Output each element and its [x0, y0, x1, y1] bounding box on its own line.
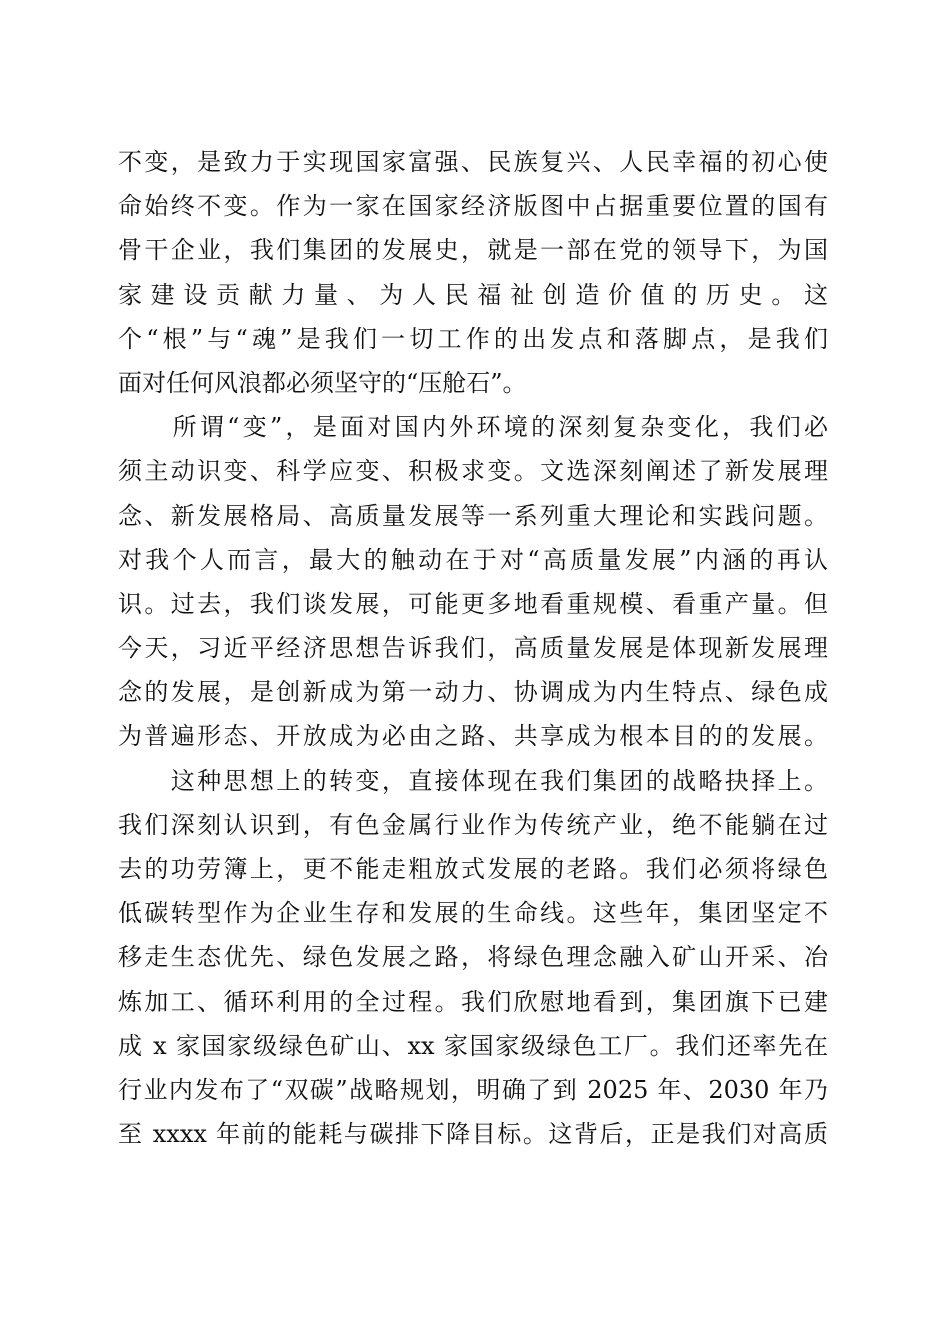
text-line: 对我个人而言，最大的触动在于对“高质量发展”内涵的再认	[118, 545, 828, 574]
text-line: 个“根”与“魂”是我们一切工作的出发点和落脚点，是我们	[118, 324, 828, 353]
text-line: 去的功劳簿上，更不能走粗放式发展的老路。我们必须将绿色	[118, 855, 828, 883]
text-line: 识。过去，我们谈发展，可能更多地看重规模、看重产量。但	[118, 589, 828, 618]
text-line: 面对任何风浪都必须坚守的“压舱石”。	[118, 368, 527, 397]
text-line: 命始终不变。作为一家在国家经济版图中占据重要位置的国有	[118, 192, 828, 221]
text-line: 成 x 家国家级绿色矿山、xx 家国家级绿色工厂。我们还率先在	[118, 1031, 828, 1060]
text-line: 今天，习近平经济思想告诉我们，高质量发展是体现新发展理	[118, 634, 828, 663]
text-line: 至 xxxx 年前的能耗与碳排下降目标。这背后，正是我们对高质	[118, 1120, 828, 1149]
text-line: 家建设贡献力量、为人民福祉创造价值的历史。这	[118, 280, 828, 309]
body-text	[118, 140, 828, 1156]
text-line: 所谓“变”，是面对国内外环境的深刻复杂变化，我们必	[118, 413, 828, 442]
text-line: 为普遍形态、开放成为必由之路、共享成为根本目的的发展。	[118, 722, 828, 751]
text-line: 这种思想上的转变，直接体现在我们集团的战略抉择上。	[118, 766, 828, 795]
text-line: 须主动识变、科学应变、积极求变。文选深刻阐述了新发展理	[118, 457, 828, 486]
text-line: 念、新发展格局、高质量发展等一系列重大理论和实践问题。	[118, 501, 828, 530]
text-line: 我们深刻认识到，有色金属行业作为传统产业，绝不能躺在过	[118, 810, 828, 839]
text-line: 骨干企业，我们集团的发展史，就是一部在党的领导下，为国	[118, 236, 828, 265]
text-line: 炼加工、循环利用的全过程。我们欣慰地看到，集团旗下已建	[118, 987, 828, 1016]
text-line: 念的发展，是创新成为第一动力、协调成为内生特点、绿色成	[118, 678, 828, 707]
text-line: 不变，是致力于实现国家富强、民族复兴、人民幸福的初心使	[118, 148, 828, 176]
text-line: 低碳转型作为企业生存和发展的生命线。这些年，集团坚定不	[118, 899, 828, 928]
text-line: 行业内发布了“双碳”战略规划，明确了到 2025 年、2030 年乃	[118, 1075, 828, 1104]
text-line: 移走生态优先、绿色发展之路，将绿色理念融入矿山开采、冶	[118, 943, 828, 972]
